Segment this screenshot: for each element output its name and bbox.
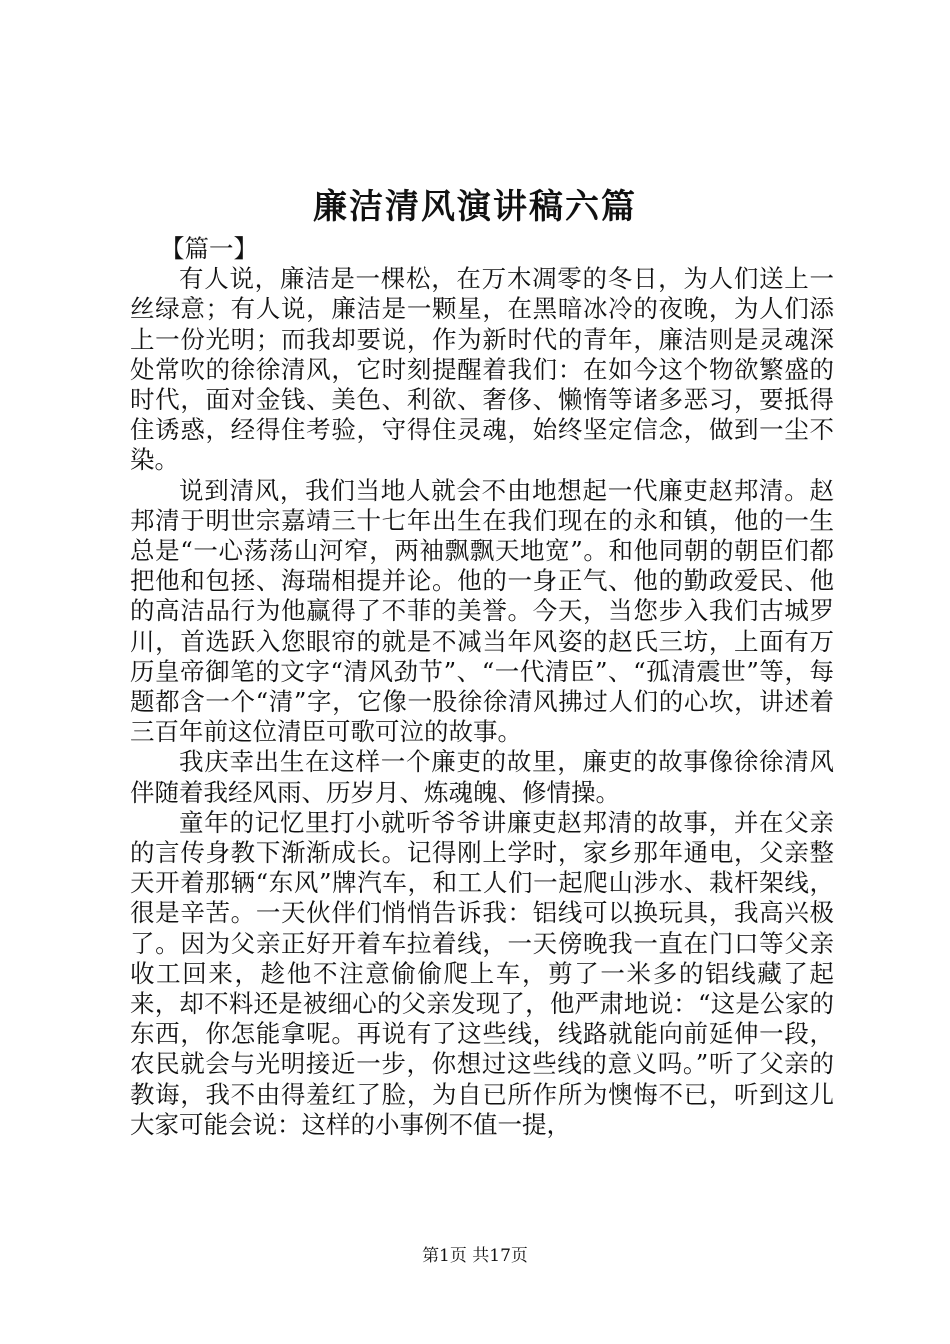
section-label: 【篇一】 (160, 234, 258, 263)
paragraph-3: 我庆幸出生在这样一个廉吏的故里，廉吏的故事像徐徐清风伴随着我经风雨、历岁月、炼魂魄、修情操。 (130, 747, 834, 807)
document-body (130, 234, 834, 1140)
paragraph-4: 童年的记忆里打小就听爷爷讲廉吏赵邦清的故事，并在父亲的言传身教下渐渐成长。记得刚上学时，家乡那年通电，父亲整天开着那辆“东风”牌汽车，和工人们一起爬山涉水、栽杆架线，很是辛苦。一天伙伴们悄悄告诉我：铝线可以换玩具，我高兴极了。因为父亲正好开着车拉着线，一天傍晚我一直在门口等父亲收工回来，趁他不注意偷偷爬上车，剪了一米多的铝线藏了起来，却不料还是被细心的父亲发现了，他严肃地说：“这是公家的东西，你怎能拿呢。再说有了这些线，线路就能向前延伸一段，农民就会与光明接近一步，你想过这些线的意义吗。”听了父亲的教诲，我不由得羞红了脸，为自已所作所为懊悔不已，听到这儿大家可能会说：这样的小事例不值一提， (130, 807, 834, 1139)
page-footer: 第1页 共17页 (422, 1246, 528, 1266)
paragraph-2: 说到清风，我们当地人就会不由地想起一代廉吏赵邦清。赵邦清于明世宗嘉靖三十七年出生在我们现在的永和镇，他的一生总是“一心荡荡山河窄，两袖飘飘天地宽”。和他同朝的朝臣们都把他和包拯、海瑞相提并论。他的一身正气、他的勤政爱民、他的高洁品行为他赢得了不菲的美誉。今天，当您步入我们古城罗川，首选跃入您眼帘的就是不减当年风姿的赵氏三坊，上面有万历皇帝御笔的文字“清风劲节”、“一代清臣”、“孤清震世”等，每题都含一个“清”字，它像一股徐徐清风拂过人们的心坎，讲述着三百年前这位清臣可歌可泣的故事。 (130, 475, 834, 747)
document-title: 廉洁清风演讲稿六篇 (313, 187, 637, 227)
paragraph-1: 有人说，廉洁是一棵松，在万木凋零的冬日，为人们送上一丝绿意；有人说，廉洁是一颗星，在黑暗冰冷的夜晚，为人们添上一份光明；而我却要说，作为新时代的青年，廉洁则是灵魂深处常吹的徐徐清风，它时刻提醒着我们：在如今这个物欲繁盛的时代，面对金钱、美色、利欲、奢侈、懒惰等诸多恶习，要抵得住诱惑，经得住考验，守得住灵魂，始终坚定信念，做到一尘不染。 (130, 264, 834, 475)
